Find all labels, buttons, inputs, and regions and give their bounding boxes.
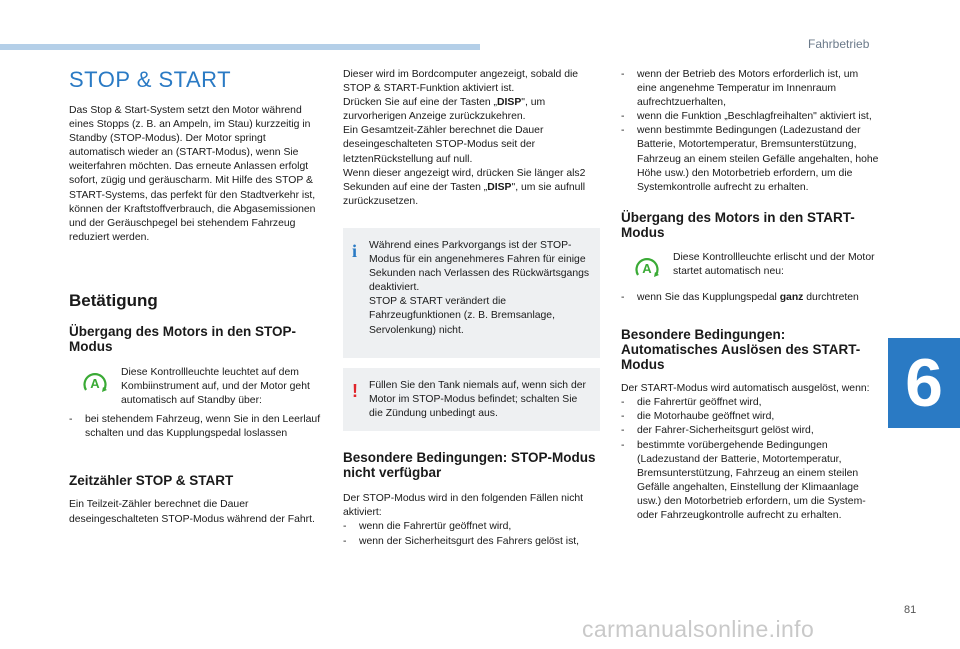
warning-box xyxy=(343,368,600,431)
page-title: STOP & START xyxy=(69,67,232,92)
disp-key-label: DISP xyxy=(497,97,522,109)
svg-text:A: A xyxy=(90,375,100,391)
list-item: - bestimmte vorübergehende Bedingungen (Ladezustand der Batterie, Motortemperatur, Bremsunterstützung, Fahrzeug an einem steilen Gefälle angehalten, Einstellung der Klimaanlage usw.) den Motorbetrieb erfordern, um die System- oder Fahrzeugkontrolle aufrecht zu erhalten. xyxy=(621,439,879,524)
list-item: - wenn die Funktion „Beschlagfreihalten" aktiviert ist, xyxy=(621,110,879,124)
auto-stop-start-lamp-icon xyxy=(621,251,673,278)
counter-text: Ein Teilzeit-Zähler berechnet die Dauer deseingeschalteten STOP-Modus während der Fahrt. xyxy=(69,499,315,525)
emphasis-text: ganz xyxy=(779,292,804,304)
disp-key-label: DISP xyxy=(487,181,512,193)
page-number: 81 xyxy=(904,604,917,616)
list-item: - wenn die Fahrertür geöffnet wird, xyxy=(343,520,600,534)
intro-paragraph: Das Stop & Start-System setzt den Motor während eines Stopps (z. B. an Ampeln, im Stau) kurzzeitig in Standby (STOP-Modus). Der Motor springt automatisch wieder an (START-Modus), wenn Sie weiterfahren möchten. Das erneute Anlassen erfolgt sofort, zügig und geräuscharm. Mit Hilfe des STOP & START-Systems, das perfekt für den Stadtverkehr ist, können der Kraftstoffverbrauch, die Abgasemissionen und der Geräuschpegel bei stehendem Fahrzeug reduziert werden. xyxy=(69,105,316,243)
column-2 xyxy=(343,68,600,549)
auto-start-intro: Der START-Modus wird automatisch ausgelöst, wenn: xyxy=(621,383,870,395)
stop-condition-item xyxy=(69,413,323,441)
total-counter-text: Ein Gesamtzeit-Zähler berechnet die Dauer deseingeschalteten STOP-Modus seit der letztenRückstellung auf null. xyxy=(343,125,544,165)
watermark: carmanualsonline.info xyxy=(582,616,815,642)
start-lamp-text: Diese Kontrollleuchte erlischt und der Motor startet automatisch neu: xyxy=(673,251,875,277)
section-label: Fahrbetrieb xyxy=(808,37,870,51)
chapter-tab: 6 xyxy=(888,338,960,428)
column-3 xyxy=(621,68,879,523)
info-icon: i xyxy=(352,240,358,261)
list-item: - der Fahrer-Sicherheitsgurt gelöst wird, xyxy=(621,424,879,438)
warning-text: Füllen Sie den Tank niemals auf, wenn sich der Motor im STOP-Modus befindet; schalten Sie die Zündung unbedingt aus. xyxy=(369,379,586,420)
section-heading-betaetigung: Betätigung xyxy=(69,290,158,310)
auto-start-heading: Besondere Bedingungen: Automatisches Auslösen des START-Modus xyxy=(621,327,861,373)
list-item: - wenn der Betrieb des Motors erforderlich ist, um eine angenehme Temperatur im Innenraum aufrechtzuerhalten, xyxy=(621,68,879,110)
stop-mode-heading: Übergang des Motors in den STOP-Modus xyxy=(69,323,297,354)
stop-unavailable-heading: Besondere Bedingungen: STOP-Modus nicht verfügbar xyxy=(343,450,596,481)
list-item: - die Fahrertür geöffnet wird, xyxy=(621,396,879,410)
disp-return-text: Drücken Sie auf eine der Tasten „DISP", um zurvorherigen Anzeige zurückzukehren. xyxy=(343,97,546,123)
stop-lamp-text: Diese Kontrollleuchte leuchtet auf dem Kombiinstrument auf, und der Motor geht automatisch auf Standby über: xyxy=(121,366,310,407)
info-text-1: Während eines Parkvorgangs ist der STOP-Modus für ein angenehmeres Fahren für einige Sekunden nach Verlassen des Rückwärtsgangs deaktiviert. xyxy=(369,239,590,294)
start-condition-item: - wenn Sie das Kupplungspedal ganz durchtreten xyxy=(621,291,879,305)
auto-stop-start-lamp-icon xyxy=(69,366,121,393)
start-mode-heading: Übergang des Motors in den START-Modus xyxy=(621,209,855,240)
list-item: - wenn der Sicherheitsgurt des Fahrers gelöst ist, xyxy=(343,535,600,549)
list-item: - wenn bestimmte Bedingungen (Ladezustand der Batterie, Motortemperatur, Bremsunterstützung, Fahrzeug an einem steilen Gefälle angehalten, hohe Höhe usw.) den Motorbetrieb erfordern, um die Systemkontrolle aufrecht zu erhalten. xyxy=(621,124,879,194)
disp-reset-text: Wenn dieser angezeigt wird, drücken Sie länger als2 Sekunden auf eine der Tasten „DISP", um sie aufnull zurückzusetzen. xyxy=(343,167,586,207)
stop-lamp-row xyxy=(69,366,323,408)
stop-condition-text: bei stehendem Fahrzeug, wenn Sie in den Leerlauf schalten und das Kupplungspedal loslassen xyxy=(85,414,321,440)
header-accent-bar xyxy=(0,44,480,50)
start-lamp-row xyxy=(621,251,879,279)
svg-text:A: A xyxy=(642,260,652,276)
counter-heading: Zeitzähler STOP & START xyxy=(69,473,234,489)
info-box xyxy=(343,228,600,358)
stop-unavailable-intro: Der STOP-Modus wird in den folgenden Fällen nicht aktiviert: xyxy=(343,493,584,519)
counter-display-text: Dieser wird im Bordcomputer angezeigt, sobald die STOP & START-Funktion aktiviert ist. xyxy=(343,69,579,95)
info-text-2: STOP & START verändert die Fahrzeugfunktionen (z. B. Bremsanlage, Servolenkung) nicht. xyxy=(369,296,555,336)
list-item: - die Motorhaube geöffnet wird, xyxy=(621,410,879,424)
column-1 xyxy=(69,66,323,527)
warning-icon: ! xyxy=(352,380,358,401)
